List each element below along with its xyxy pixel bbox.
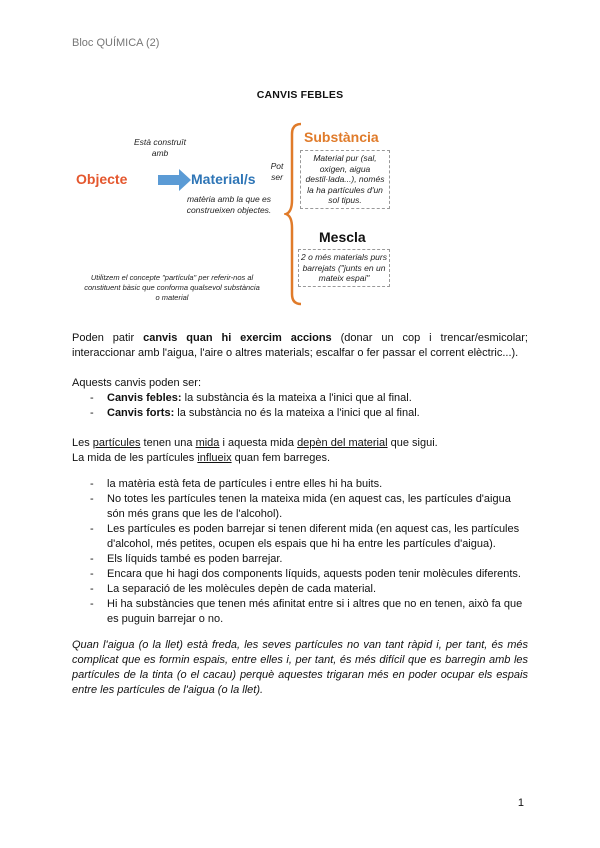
list-item: - La separació de les molècules depèn de cada material. [90, 582, 528, 597]
list-item: - Encara que hi hagi dos components líquids, aquests poden tenir molècules diferents. [90, 567, 528, 582]
mescla-description: 2 o més materials purs barrejats ("junts en un mateix espai" [298, 249, 390, 287]
paragraph-accions: Poden patir canvis quan hi exercim accions (donar un cop i trencar/esmicolar; interaccionar amb l'aigua, l'aire o altres materials; escalfar o fer passar el corrent elèctric...). [72, 332, 528, 359]
material-description: matèria amb la que es construeixen objectes. [186, 194, 272, 215]
list-item: - la matèria està feta de partícules i entre elles hi ha buits. [90, 477, 528, 492]
particle-facts-list [90, 477, 528, 627]
label-substancia: Substància [304, 129, 379, 145]
page-header: Bloc QUÍMICA (2) [72, 37, 160, 49]
list-item: - Hi ha substàncies que tenen més afinitat entre si i altres que no en tenen, això fa que es puguin barrejar o no. [90, 597, 528, 627]
label-objecte: Objecte [76, 171, 128, 187]
paragraph-tipus: Aquests canvis poden ser: [72, 377, 202, 389]
change-types-list [90, 391, 528, 421]
label-mescla: Mescla [319, 229, 366, 245]
conclusion-paragraph: Quan l'aigua (o la llet) està freda, les seves partícules no van tant ràpid i, per tant, és més complicat que es formin espais, entre elles i, per tant, és més difícil que es barregin amb les partícules de la tinta (o el cacau) perquè aquestes trigaran més en poder ocupar els espais entre les partícules de l'aigua (o la llet). [72, 639, 528, 696]
list-item: - Canvis febles: la substància és la mateixa a l'inici que al final. [90, 391, 528, 406]
label-esta-construit: Està construït amb [134, 137, 186, 158]
substancia-description: Material pur (sal, oxigen, aigua destil·lada...), només la ha partícules d'un sol tipus. [300, 150, 390, 209]
label-material: Material/s [191, 171, 256, 187]
particle-note: Utilitzem el concepte "partícula" per referir-nos al constituent bàsic que conforma qualsevol substància o material [84, 273, 260, 302]
label-pot-ser: Pot ser [270, 161, 284, 182]
paragraph-particules: Les partícules tenen una mida i aquesta mida depèn del material que sigui. La mida de les partícules influeix quan fem barreges. [72, 437, 438, 464]
list-item: - Els líquids també es poden barrejar. [90, 552, 528, 567]
page-number: 1 [517, 797, 524, 809]
page-title: CANVIS FEBLES [256, 89, 344, 101]
arrow-right-icon [158, 168, 192, 192]
list-item: - No totes les partícules tenen la mateixa mida (en aquest cas, les partícules d'aigua són més grans que les de l'alcohol). [90, 492, 528, 522]
list-item: - Canvis forts: la substància no és la mateixa a l'inici que al final. [90, 406, 528, 421]
list-item: - Les partícules es poden barrejar si tenen diferent mida (en aquest cas, les partícules d'alcohol, més petites, ocupen els espais que hi ha entre les partícules d'aigua). [90, 522, 528, 552]
